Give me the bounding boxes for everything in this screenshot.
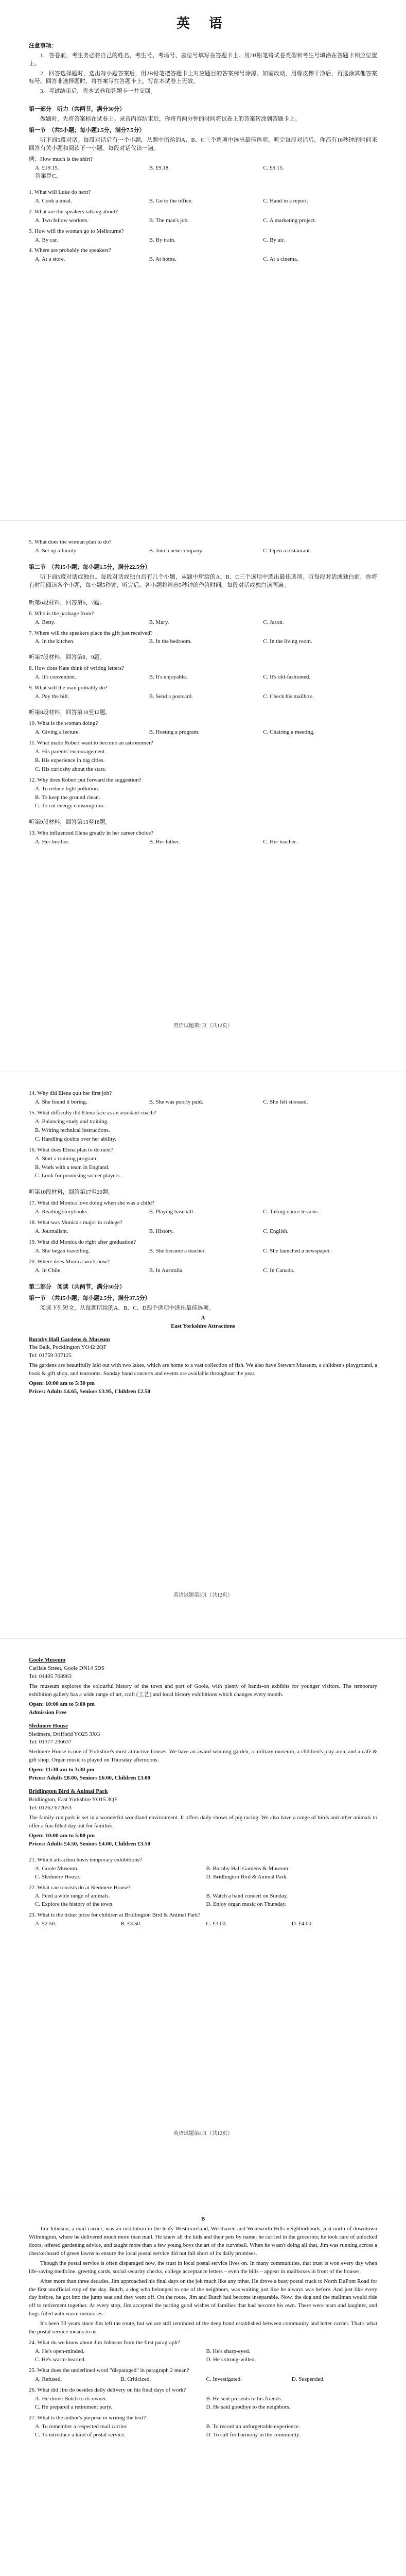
option: A. She began travelling. bbox=[35, 1248, 90, 1254]
option: A. She found it boring. bbox=[35, 1098, 87, 1105]
option: A. Giving a lecture. bbox=[35, 728, 80, 735]
page-sheet-2 bbox=[0, 536, 406, 846]
page-sheet-4 bbox=[0, 1656, 406, 1928]
page-divider bbox=[0, 520, 406, 521]
option: A. Feed a wide range of animals. bbox=[35, 1893, 110, 1900]
option: B. £9.18. bbox=[149, 164, 170, 171]
option: A. Reading storybooks. bbox=[35, 1209, 89, 1215]
option: B. Work with a team in England. bbox=[35, 1164, 110, 1171]
option: B. Send a postcard. bbox=[149, 693, 193, 700]
exam-title: 英 语 bbox=[176, 16, 230, 31]
option: C. Handling doubts over her ability. bbox=[35, 1136, 116, 1142]
question: 16. What does Elena plan to do next? bbox=[29, 1146, 114, 1153]
attraction-address: Bridlington, East Yorkshire YO15 3QF bbox=[29, 1797, 117, 1803]
option: B. Writing technical instructions. bbox=[35, 1127, 110, 1133]
option: A. By car. bbox=[35, 236, 58, 243]
attraction-prices: Prices: Adults £8.00, Seniors £6.00, Children £3.00 bbox=[29, 1775, 151, 1782]
section2-intro: 听下面5段对话或独白。每段对话或独白后有几个小题，从题中所给的A、B、C三个选项中选出最佳选项。听每段对话或独白前，你将有时间阅读各个小题，每小题5秒钟；听完后，各小题将给出5秒钟的作答时间。每段对话或独白读两遍。 bbox=[29, 573, 377, 588]
dialog-label: 听第7段材料，回答第8、9题。 bbox=[29, 654, 105, 661]
question: 20. Where does Monica work now? bbox=[29, 1258, 110, 1265]
option: B. Join a new company. bbox=[149, 547, 203, 554]
notice-item: 2．回答选择题时，选出每小题答案后，用2B铅笔把答题卡上对应题目的答案标号涂黑。如需改动，用橡皮擦干净后，再选涂其他答案标号。回答非选择题时，将答案写在答题卡上，写在本试卷上无效。 bbox=[29, 70, 377, 85]
attraction-address: Sledmere, Driffield YO25 3XG bbox=[29, 1731, 100, 1737]
option: C. In the living room. bbox=[263, 638, 312, 645]
attraction-desc: The family-run park is set in a wonderful woodland environment. It offers daily shows of pig racing. We also have a range of birds and other animals to offer a fun-filled day out for families. bbox=[29, 1814, 377, 1829]
question: 21. Which attraction hosts temporary exhibitions? bbox=[29, 1856, 142, 1863]
question: 7. Where will the speakers place the gift just received? bbox=[29, 630, 153, 636]
dialog-label: 听第10段材料，回答第17至20题。 bbox=[29, 1189, 114, 1196]
option: D. He's strong-willed. bbox=[206, 2357, 256, 2363]
option: C. Jason. bbox=[263, 619, 284, 625]
dialog-label: 听第6段材料，回答第6、7题。 bbox=[29, 599, 105, 606]
question: 6. Who is the package from? bbox=[29, 610, 94, 617]
attraction-open: Open: 11:30 am to 3:30 pm bbox=[29, 1767, 95, 1773]
question: 1. What will Luke do next? bbox=[29, 189, 91, 195]
attraction-desc: The gardens are beautifully laid out with two lakes, which are home to a vast collection of fish. We also have Stewart Museum, a children's playground, a book & gift shop, and tearooms. Sunday band concerts and events are available throughout the year. bbox=[29, 1362, 377, 1377]
question: 9. What will the man probably do? bbox=[29, 685, 108, 691]
option: A. To remember a respected mail carrier. bbox=[35, 2423, 128, 2430]
option: A. Goole Museum. bbox=[35, 1865, 79, 1872]
option: A. Her brother. bbox=[35, 839, 69, 845]
option: B. His experience in big cities. bbox=[35, 757, 105, 764]
passage-letter: A bbox=[201, 1314, 205, 1321]
attraction-tel: Tel: 01377 236637 bbox=[29, 1739, 72, 1745]
option: C. Open a restaurant. bbox=[263, 547, 311, 554]
question: 3. How will the woman go to Melbourne? bbox=[29, 228, 124, 234]
question: 27. What is the author's purpose in writing the text? bbox=[29, 2414, 146, 2421]
question: 14. Why did Elena quit her first job? bbox=[29, 1090, 112, 1096]
option: B. He's sharp-eyed. bbox=[206, 2348, 251, 2355]
notice-item: 1．答卷前，考生务必将自己的姓名、考生号、考场号、座位号填写在答题卡上。用2B铅笔将试卷类型和考生号填涂在答题卡相应位置上。 bbox=[29, 52, 377, 67]
option: B. He sent presents to his friends. bbox=[206, 2395, 283, 2402]
option: B. Her father. bbox=[149, 839, 180, 845]
option: C. Chairing a meeting. bbox=[263, 728, 315, 735]
question: 25. What does the underlined word "disparaged" in paragraph 2 mean? bbox=[29, 2367, 189, 2374]
option: C. It's old-fashioned. bbox=[263, 674, 311, 681]
section1-intro: 听下面5段对话。每段对话后有一个小题，从题中所给的A、B、C三个选项中选出最佳选项。听完每段对话后，你都有10秒钟的时间来回答有关小题和阅读下一小题。每段对话仅读一遍。 bbox=[29, 137, 377, 152]
option: C. Look for promising soccer players. bbox=[35, 1173, 121, 1179]
notice-item: 3．考试结束后，将本试卷和答题卡一并交回。 bbox=[40, 88, 156, 95]
attraction-open: Open: 10:00 am to 5:00 pm bbox=[29, 1832, 95, 1839]
option: C. His curiosity about the stars. bbox=[35, 766, 107, 772]
attraction-tel: Tel: 01405 768963 bbox=[29, 1673, 72, 1680]
attraction-address: Carlisle Street, Goole DN14 5DS bbox=[29, 1665, 104, 1671]
part2-section-heading: 第一节 （共15小题；每小题2.5分，满分37.5分） bbox=[29, 1295, 151, 1301]
option: A. £2.50. bbox=[35, 1921, 56, 1927]
option: B. In the bedroom. bbox=[149, 638, 192, 645]
part1-intro: 做题时，先将答案标在试卷上。录音内容结束后，你将有两分钟的时间将试卷上的答案转涂到答题卡上。 bbox=[40, 116, 301, 123]
page-sheet-5 bbox=[0, 2215, 406, 2439]
option: B. Go to the office. bbox=[149, 197, 193, 204]
option: B. By train. bbox=[149, 236, 176, 243]
question: 17. What did Monica love doing when she was a child? bbox=[29, 1200, 154, 1207]
option: A. Refused. bbox=[35, 2376, 62, 2382]
section1-heading: 第一节 （共5小题；每小题1.5分，满分7.5分） bbox=[29, 127, 145, 134]
attraction-tel: Tel: 01262 672653 bbox=[29, 1805, 72, 1811]
option: B. To keep the ground clean. bbox=[35, 794, 100, 801]
option: C. By air. bbox=[263, 236, 285, 243]
passage-paragraph: After more than three decades, Jim approached his final days on the job much like any other. He drove a busy postal truck to North DuPont Road for the first unofficial stop of the day. Butch, a dog who belonged to one of the neighbors, was waiting just like he always was before. And just like every day before, he got into the jump seat and they went off. On the route, Jim and Butch had become inseparable. Now, the dog and the mailman would ride off to retirement together. At every stop, Jim accepted the parting good wishes of families that had become his own. There were tears and laughter, and hugs filled with warm memories. bbox=[29, 2278, 377, 2317]
option: A. He's open-minded. bbox=[35, 2348, 85, 2355]
option: C. To cut energy consumption. bbox=[35, 803, 105, 809]
question: 18. What was Monica's major in college? bbox=[29, 1219, 122, 1226]
option: C. She felt stressed. bbox=[263, 1098, 308, 1105]
option: C. Check his mailbox. bbox=[263, 693, 314, 700]
attraction-tel: Tel: 01759 307125 bbox=[29, 1352, 72, 1359]
option: C. She launched a newspaper. bbox=[263, 1248, 331, 1254]
attraction-name: Sledmere House bbox=[29, 1722, 68, 1729]
question: 19. What did Monica do right after graduation? bbox=[29, 1239, 136, 1246]
option: A. Set up a family. bbox=[35, 547, 78, 554]
option: C. Explore the history of the town. bbox=[35, 1901, 114, 1908]
option: C. At a cinema. bbox=[263, 256, 298, 263]
option: C. Her teacher. bbox=[263, 839, 297, 845]
option: C. Hand in a report. bbox=[263, 197, 308, 204]
page-footer: 英语试题第2页（共12页） bbox=[173, 1023, 233, 1029]
question: 10. What is the woman doing? bbox=[29, 720, 98, 726]
option: C. He's warm-hearted. bbox=[35, 2357, 86, 2363]
question: 2. What are the speakers talking about? bbox=[29, 208, 118, 215]
option: A. Journalism. bbox=[35, 1228, 68, 1235]
attraction-open: Open: 10:00 am to 5:00 pm bbox=[29, 1701, 95, 1707]
option: A. Two fellow workers. bbox=[35, 217, 89, 224]
option: D. £4.00. bbox=[291, 1921, 313, 1927]
question: 23. What is the ticket price for children at Bridlington Bird & Animal Park? bbox=[29, 1912, 201, 1919]
option: B. Burnby Hall Gardens & Museum. bbox=[206, 1865, 290, 1872]
option: C. A marketing project. bbox=[263, 217, 316, 224]
example-options bbox=[35, 164, 377, 173]
example-question: 例：How much is the shirt? bbox=[29, 156, 93, 162]
example-answer: 答案是C。 bbox=[35, 173, 62, 179]
question: 22. What can tourists do at Sledmere House? bbox=[29, 1884, 131, 1891]
question: 5. What does the woman plan to do? bbox=[29, 539, 112, 545]
option: B. Mary. bbox=[149, 619, 169, 625]
question: 13. Who influenced Elena greatly in her career choice? bbox=[29, 830, 153, 837]
option: D. Bridlington Bird & Animal Park. bbox=[206, 1873, 288, 1880]
option: C. Sledmere House. bbox=[35, 1873, 80, 1880]
question: 4. Where are probably the speakers? bbox=[29, 247, 111, 254]
option: C. English. bbox=[263, 1228, 289, 1235]
option: A. In the kitchen. bbox=[35, 638, 75, 645]
question: 24. What do we know about Jim Johnson from the first paragraph? bbox=[29, 2340, 180, 2346]
attraction-prices: Prices: Adults £4.50, Seniors £4.00, Children £3.50 bbox=[29, 1840, 151, 1847]
option: C. £3.00. bbox=[206, 1921, 227, 1927]
part2-intro: 阅读下列短文，从每题所给的A、B、C、D四个选项中选出最佳选项。 bbox=[40, 1304, 215, 1311]
page-sheet-1 bbox=[0, 0, 406, 264]
question: 11. What made Robert want to become an astronomer? bbox=[29, 739, 153, 746]
option: C. £9.15. bbox=[263, 164, 284, 171]
option: C. He prepared a retirement party. bbox=[35, 2403, 112, 2410]
option: A. Balancing study and training. bbox=[35, 1118, 109, 1125]
attraction-prices: Prices: Adults £4.65, Seniors £3.95, Children £2.50 bbox=[29, 1388, 151, 1395]
attraction-name: Goole Museum bbox=[29, 1657, 66, 1663]
question: 26. What did Jim do besides daily delivery on his final days of work? bbox=[29, 2386, 186, 2393]
attraction-admission: Admission Free bbox=[29, 1709, 67, 1716]
passage-paragraph: It's been 33 years since Jim left the route, but we are still reminded of the deep bond established between community and letter carrier. That's what the postal service means to us. bbox=[29, 2320, 377, 2335]
option: A. To reduce light pollution. bbox=[35, 785, 99, 792]
option: A. In Chile. bbox=[35, 1267, 62, 1274]
option: A. Start a training program. bbox=[35, 1155, 98, 1162]
passage-title: East Yorkshire Attractions bbox=[171, 1323, 235, 1329]
passage-paragraph: Though the postal service is often disparaged now, the trust in local postal service lives on. In many communities, that trust is won every day when life-saving medicine, greeting cards, social security checks, college acceptance letters – even the bills – appear in mailboxes in front of the houses. bbox=[29, 2260, 377, 2275]
attraction-address: The Balk, Pocklington YO42 2QF bbox=[29, 1344, 107, 1351]
option: D. He said goodbye to the neighbors. bbox=[206, 2403, 291, 2410]
attraction-desc: Sledmere House is one of Yorkshire's most attractive houses. We have an award-winning garden, a military museum, a children's play area, and a café & gift shop. Organ music is played on Thursday afternoons. bbox=[29, 1749, 377, 1764]
question: 8. How does Kate think of writing letters? bbox=[29, 665, 125, 672]
dialog-label: 听第9段材料，回答第13至16题。 bbox=[29, 819, 111, 826]
option: A. £19.15. bbox=[35, 164, 59, 171]
passage-letter: B bbox=[201, 2216, 205, 2222]
page-footer: 英语试题第4页（共12页） bbox=[173, 2131, 233, 2137]
option: A. Pay the bill. bbox=[35, 693, 69, 700]
question: 12. Why does Robert put forward the suggestion? bbox=[29, 776, 142, 783]
option: A. He drove Butch to its owner. bbox=[35, 2395, 107, 2402]
option: B. At home. bbox=[149, 256, 176, 263]
option: B. Watch a band concert on Sunday. bbox=[206, 1893, 288, 1900]
option: C. Taking dance lessons. bbox=[263, 1209, 320, 1215]
option: B. It's enjoyable. bbox=[149, 674, 187, 681]
option: D. Suspended. bbox=[291, 2376, 325, 2382]
option: B. History. bbox=[149, 1228, 174, 1235]
option: B. Playing baseball. bbox=[149, 1209, 195, 1215]
option: A. At a store. bbox=[35, 256, 65, 263]
option: A. It's convenient. bbox=[35, 674, 77, 681]
option: C. To introduce a kind of postal service. bbox=[35, 2431, 126, 2438]
question: 15. What difficulty did Elena face as an assistant coach? bbox=[29, 1109, 156, 1116]
option: B. She was poorly paid. bbox=[149, 1098, 203, 1105]
section2-heading: 第二节 （共15小题；每小题1.5分，满分22.5分） bbox=[29, 564, 151, 570]
page-footer: 英语试题第3页（共12页） bbox=[173, 1592, 233, 1598]
option: B. The man's job. bbox=[149, 217, 189, 224]
option: C. In Canada. bbox=[263, 1267, 294, 1274]
attraction-open: Open: 10:00 am to 5:30 pm bbox=[29, 1380, 95, 1387]
part1-heading: 第一部分 听力（共两节，满分30分） bbox=[29, 106, 125, 113]
page-divider bbox=[0, 1638, 406, 1639]
page-sheet-3 bbox=[0, 1087, 406, 1396]
option: B. £3.50. bbox=[120, 1921, 142, 1927]
attraction-name: Bridlington Bird & Animal Park bbox=[29, 1788, 108, 1795]
passage-paragraph: Jim Johnson, a mail carrier, was an institution in the leafy Westmoreland, Westhaven and Wentworth Hills neighborhoods, just north of downtown Wilmington, where he delivered much more than mail. He knew all the kids and their pets by name; he carried in the groceries; he took care of unlocked doors, offered gardening advice, and taught more than a few young boys the art of the curveball. When he wasn't doing all that, Jim was running across a checkerboard of green lawns to ensure the local postal service did not fall short of its daily promises. bbox=[29, 2225, 377, 2257]
option: A. His parents' encouragement. bbox=[35, 748, 106, 755]
option: B. Criticized. bbox=[120, 2376, 151, 2382]
option: D. To call for harmony in the community. bbox=[206, 2431, 301, 2438]
option: B. Hosting a program. bbox=[149, 728, 200, 735]
option: A. Betty. bbox=[35, 619, 56, 625]
dialog-label: 听第8段材料，回答第10至12题。 bbox=[29, 709, 111, 716]
option: B. In Australia. bbox=[149, 1267, 184, 1274]
attraction-desc: The museum explores the colourful history of the town and port of Goole, with plenty of hands-on exhibits for younger visitors. The temporary exhibition gallery has a wide range of art, craft (工艺) and local history exhibitions which changes every month. bbox=[29, 1683, 377, 1698]
option: D. Enjoy organ music on Thursday. bbox=[206, 1901, 287, 1908]
option: B. She became a teacher. bbox=[149, 1248, 206, 1254]
option: A. Cook a meal. bbox=[35, 197, 72, 204]
notice-heading: 注意事项： bbox=[29, 42, 57, 49]
option: B. To record an unforgettable experience. bbox=[206, 2423, 300, 2430]
attraction-name: Burnby Hall Gardens & Museum bbox=[29, 1336, 110, 1343]
option: C. Investigated. bbox=[206, 2376, 242, 2382]
part2-heading: 第二部分 阅读（共两节，满分50分） bbox=[29, 1283, 125, 1290]
